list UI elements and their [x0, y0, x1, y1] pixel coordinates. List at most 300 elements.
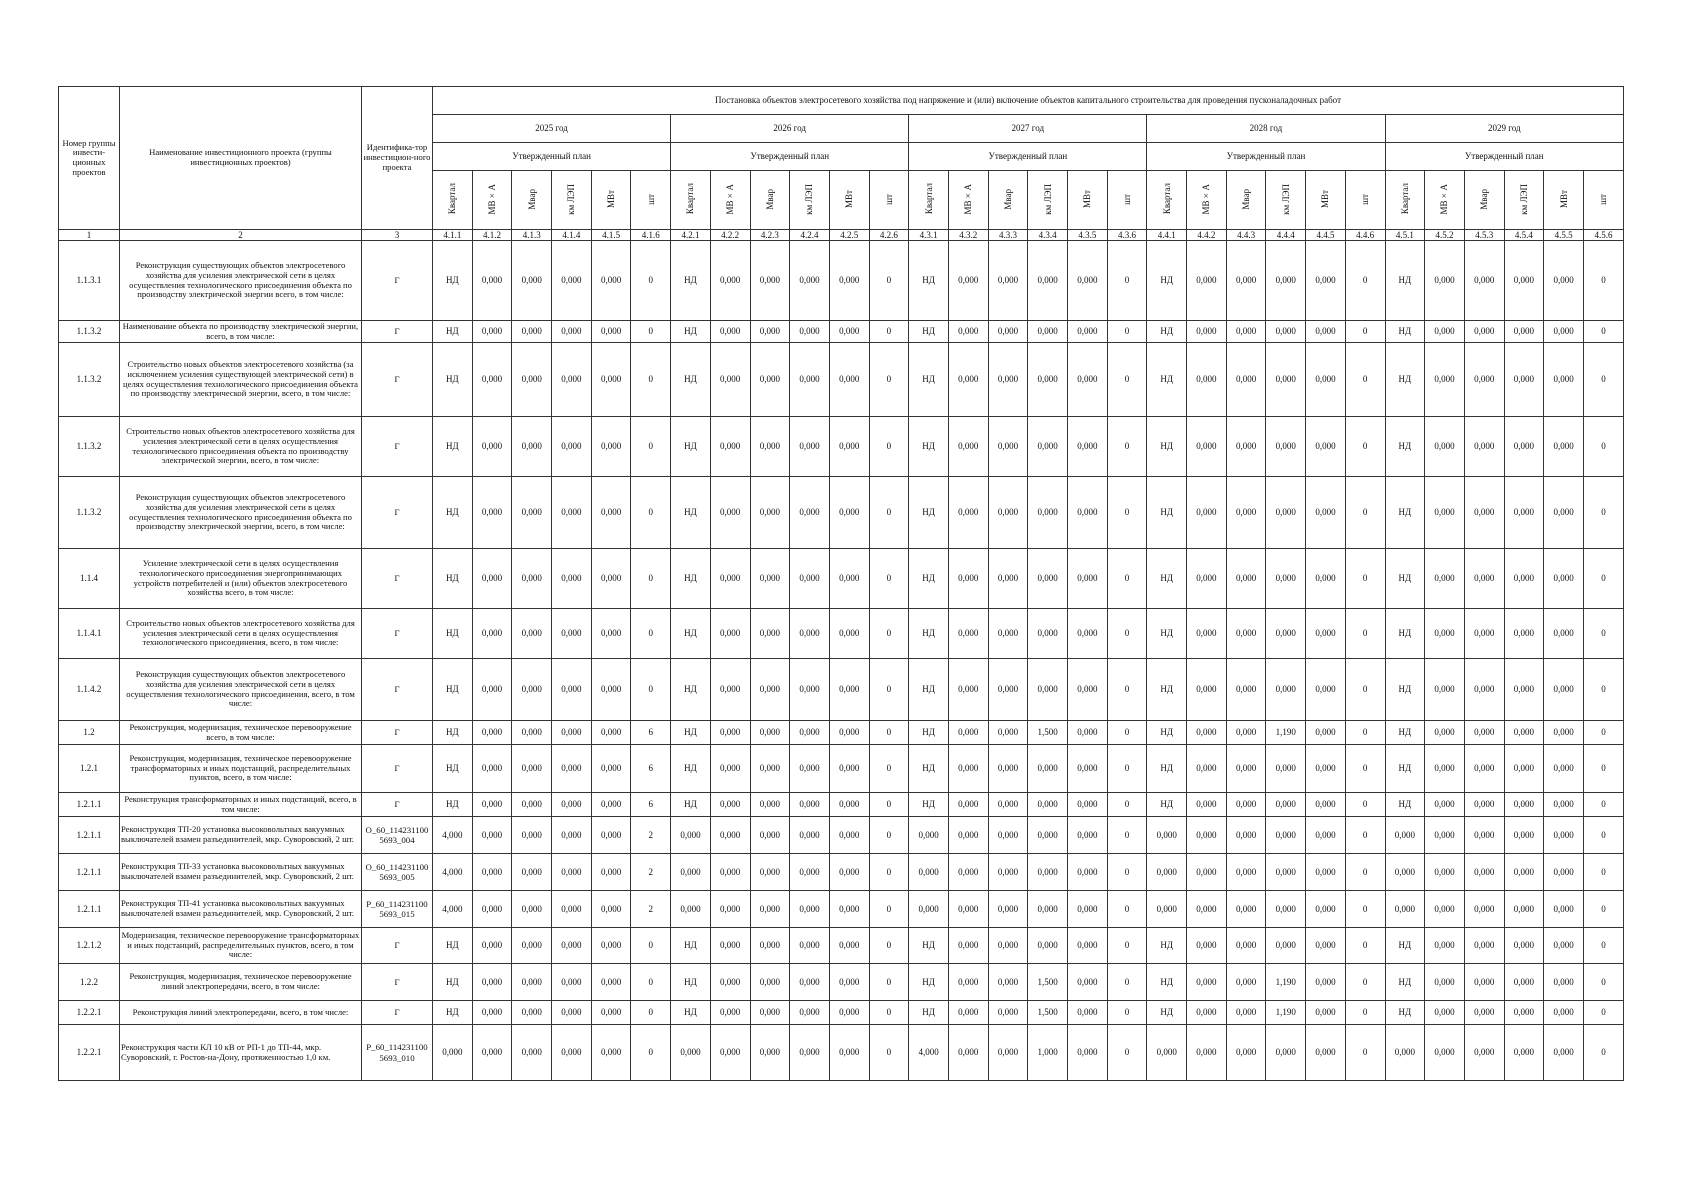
value-cell: НД [671, 793, 711, 817]
value-cell: 0,000 [790, 1001, 830, 1025]
column-index: 4.3.6 [1107, 230, 1147, 241]
value-cell: 0 [1345, 854, 1385, 891]
column-index: 4.5.1 [1385, 230, 1425, 241]
value-cell: 0,000 [472, 417, 512, 477]
value-cell: 0,000 [1068, 549, 1108, 609]
value-cell: 0,000 [1464, 241, 1504, 321]
value-cell: 0,000 [829, 343, 869, 417]
project-name: Реконструкция части КЛ 10 кВ от РП-1 до ТП-44, мкр. Суворовский, г. Ростов-на-Дону, протяженностью 1,0 км. [120, 1025, 362, 1081]
value-cell: 0,000 [1187, 241, 1227, 321]
unit-label: Мвар [764, 188, 775, 210]
value-cell: 0,000 [472, 964, 512, 1001]
value-cell: 0 [1583, 854, 1623, 891]
unit-header [1425, 171, 1465, 230]
unit-label: Мвар [1479, 188, 1490, 210]
value-cell: НД [909, 549, 949, 609]
value-cell: 0 [1107, 609, 1147, 659]
value-cell: НД [1385, 964, 1425, 1001]
value-cell: 0,000 [591, 928, 631, 964]
value-cell: 0 [1345, 817, 1385, 854]
value-cell: 0,000 [1306, 417, 1346, 477]
year-header: 2027 год [909, 115, 1147, 143]
column-index: 4.5.4 [1504, 230, 1544, 241]
unit-header [591, 171, 631, 230]
unit-label: шт [1598, 193, 1609, 205]
value-cell: 0,000 [829, 1001, 869, 1025]
value-cell: 0,000 [472, 1001, 512, 1025]
value-cell: 0,000 [591, 793, 631, 817]
value-cell: 0,000 [948, 343, 988, 417]
value-cell: 0,000 [1425, 549, 1465, 609]
unit-label: Мвар [1241, 188, 1252, 210]
value-cell: 0,000 [988, 891, 1028, 928]
plan-header: Утвержденный план [433, 143, 671, 171]
value-cell: 0 [1583, 609, 1623, 659]
column-index: 4.5.2 [1425, 230, 1465, 241]
value-cell: 0,000 [1266, 854, 1306, 891]
value-cell: 0 [869, 1001, 909, 1025]
value-cell: 0,000 [1504, 343, 1544, 417]
value-cell: 0,000 [1068, 417, 1108, 477]
value-cell: 0,000 [1028, 477, 1068, 549]
value-cell: 0,000 [988, 549, 1028, 609]
value-cell: 0,000 [1385, 854, 1425, 891]
value-cell: НД [1385, 241, 1425, 321]
value-cell: 0,000 [472, 609, 512, 659]
value-cell: НД [671, 721, 711, 745]
value-cell: 0,000 [552, 891, 592, 928]
value-cell: 0,000 [948, 964, 988, 1001]
value-cell: 0,000 [948, 659, 988, 721]
value-cell: 0,000 [948, 745, 988, 793]
value-cell: НД [433, 343, 473, 417]
value-cell: 0,000 [472, 891, 512, 928]
value-cell: 0,000 [829, 659, 869, 721]
table-row [59, 793, 1624, 817]
project-name: Модернизация, техническое перевооружение трансформаторных и иных подстанций, распределительных пунктов, всего, в том числе: [120, 928, 362, 964]
value-cell: 0,000 [472, 659, 512, 721]
value-cell: 0,000 [710, 817, 750, 854]
unit-label: Квартал [447, 183, 458, 215]
value-cell: 0,000 [1226, 891, 1266, 928]
value-cell: 0,000 [790, 549, 830, 609]
value-cell: 0,000 [1504, 817, 1544, 854]
value-cell: 0,000 [750, 321, 790, 343]
value-cell: 0,000 [1266, 241, 1306, 321]
value-cell: НД [1385, 1001, 1425, 1025]
column-index: 4.4.2 [1187, 230, 1227, 241]
column-index: 1 [59, 230, 120, 241]
header-main-title: Постановка объектов электросетевого хозяйства под напряжение и (или) включение объектов капитального строительства для проведения пусконаладочных работ [433, 87, 1624, 115]
value-cell: 0,000 [1028, 854, 1068, 891]
value-cell: 0,000 [512, 609, 552, 659]
value-cell: 0,000 [512, 549, 552, 609]
value-cell: 0,000 [829, 321, 869, 343]
value-cell: 1,190 [1266, 721, 1306, 745]
value-cell: 0,000 [710, 721, 750, 745]
value-cell: 0,000 [1226, 1001, 1266, 1025]
unit-header [1107, 171, 1147, 230]
value-cell: 0,000 [790, 477, 830, 549]
value-cell: 0,000 [1226, 477, 1266, 549]
value-cell: 0,000 [829, 549, 869, 609]
value-cell: 1,500 [1028, 964, 1068, 1001]
value-cell: 0,000 [1226, 609, 1266, 659]
value-cell: 0,000 [988, 609, 1028, 659]
value-cell: 0,000 [750, 745, 790, 793]
value-cell: 0,000 [1068, 1025, 1108, 1081]
project-name: Реконструкция линий электропередачи, всего, в том числе: [120, 1001, 362, 1025]
column-index: 4.1.4 [552, 230, 592, 241]
value-cell: 0,000 [1544, 721, 1584, 745]
value-cell: 0,000 [948, 793, 988, 817]
value-cell: 0 [1583, 964, 1623, 1001]
value-cell: НД [671, 477, 711, 549]
value-cell: 0,000 [1544, 417, 1584, 477]
value-cell: 0,000 [1425, 928, 1465, 964]
value-cell: 0,000 [829, 1025, 869, 1081]
project-name: Строительство новых объектов электросетевого хозяйства для усиления электрической сети в целях осуществления технологического присоединения объекта по производству электрической энергии, всего, в том числе: [120, 417, 362, 477]
project-name: Реконструкция, модернизация, техническое перевооружение трансформаторных и иных подстанций, распределительных пунктов, всего, в том числе: [120, 745, 362, 793]
value-cell: 0,000 [1226, 343, 1266, 417]
value-cell: 0,000 [1147, 1025, 1187, 1081]
value-cell: 0,000 [512, 891, 552, 928]
project-identifier: Г [362, 417, 433, 477]
unit-header [433, 171, 473, 230]
project-identifier: О_60_1142311005693_005 [362, 854, 433, 891]
project-name: Реконструкция существующих объектов электросетевого хозяйства для усиления электрической сети в целях осуществления технологического присоединения объекта по производству электрической энергии, всего, в том числе: [120, 477, 362, 549]
value-cell: 0,000 [591, 321, 631, 343]
unit-header [1583, 171, 1623, 230]
value-cell: НД [1385, 417, 1425, 477]
value-cell: 0,000 [948, 241, 988, 321]
unit-label: шт [1121, 193, 1132, 205]
value-cell: 0,000 [1187, 891, 1227, 928]
value-cell: 0,000 [552, 964, 592, 1001]
value-cell: 0,000 [512, 417, 552, 477]
value-cell: 0 [869, 721, 909, 745]
value-cell: 0 [1107, 793, 1147, 817]
value-cell: 0,000 [1306, 477, 1346, 549]
value-cell: 0,000 [1544, 854, 1584, 891]
value-cell: 2 [631, 854, 671, 891]
value-cell: 0,000 [1306, 1025, 1346, 1081]
project-identifier: Г [362, 343, 433, 417]
value-cell: 0 [1345, 891, 1385, 928]
project-identifier: Г [362, 793, 433, 817]
value-cell: НД [1385, 343, 1425, 417]
project-identifier: Г [362, 721, 433, 745]
project-identifier: Г [362, 321, 433, 343]
value-cell: 0,000 [710, 793, 750, 817]
value-cell: 0,000 [1504, 321, 1544, 343]
value-cell: 0,000 [829, 793, 869, 817]
unit-label: шт [883, 193, 894, 205]
value-cell: 0,000 [710, 659, 750, 721]
value-cell: 0 [631, 343, 671, 417]
plan-header: Утвержденный план [671, 143, 909, 171]
unit-label: МВт [844, 189, 855, 208]
value-cell: 0,000 [948, 417, 988, 477]
value-cell: 0,000 [1544, 549, 1584, 609]
value-cell: 0,000 [512, 477, 552, 549]
value-cell: 0,000 [1068, 964, 1108, 1001]
value-cell: НД [1385, 928, 1425, 964]
column-index: 4.4.5 [1306, 230, 1346, 241]
value-cell: 0 [1107, 321, 1147, 343]
column-index: 4.2.2 [710, 230, 750, 241]
value-cell: 0,000 [1504, 1001, 1544, 1025]
value-cell: 0,000 [948, 854, 988, 891]
unit-header [1028, 171, 1068, 230]
value-cell: 0 [869, 793, 909, 817]
value-cell: 0,000 [1068, 928, 1108, 964]
value-cell: 0,000 [1266, 417, 1306, 477]
header-identifier: Идентифика-тор инвестицион-ного проекта [362, 87, 433, 230]
row-number: 1.2.1.1 [59, 817, 120, 854]
row-number: 1.1.3.2 [59, 477, 120, 549]
value-cell: 0,000 [1028, 609, 1068, 659]
table-row [59, 1025, 1624, 1081]
value-cell: 0 [869, 477, 909, 549]
column-index: 4.2.1 [671, 230, 711, 241]
value-cell: 0,000 [1306, 745, 1346, 793]
value-cell: 0,000 [1147, 854, 1187, 891]
value-cell: 0,000 [1028, 659, 1068, 721]
value-cell: 0,000 [1187, 928, 1227, 964]
value-cell: 0 [631, 1025, 671, 1081]
value-cell: 0,000 [1464, 721, 1504, 745]
project-identifier: Р_60_1142311005693_015 [362, 891, 433, 928]
value-cell: НД [1385, 659, 1425, 721]
value-cell: 0 [869, 964, 909, 1001]
value-cell: 0,000 [512, 928, 552, 964]
value-cell: 0,000 [591, 1025, 631, 1081]
unit-header [1068, 171, 1108, 230]
value-cell: 0,000 [988, 854, 1028, 891]
value-cell: НД [909, 321, 949, 343]
value-cell: 0,000 [552, 417, 592, 477]
investment-table [58, 86, 1624, 1081]
value-cell: 0,000 [1504, 609, 1544, 659]
value-cell: НД [433, 609, 473, 659]
project-name: Строительство новых объектов электросетевого хозяйства для усиления электрической сети в целях осуществления технологического присоединения, всего, в том числе: [120, 609, 362, 659]
value-cell: НД [433, 1001, 473, 1025]
value-cell: 0 [1583, 745, 1623, 793]
value-cell: НД [1385, 745, 1425, 793]
value-cell: 0,000 [1544, 659, 1584, 721]
row-number: 1.2.1.1 [59, 891, 120, 928]
value-cell: 0,000 [1464, 549, 1504, 609]
value-cell: 0,000 [472, 321, 512, 343]
project-name: Реконструкция ТП-33 установка высоковольтных вакуумных выключателей взамен разъединителей, мкр. Суворовский, 2 шт. [120, 854, 362, 891]
value-cell: 0,000 [1306, 659, 1346, 721]
value-cell: 0 [869, 549, 909, 609]
value-cell: 0 [1107, 549, 1147, 609]
value-cell: 0,000 [1544, 745, 1584, 793]
unit-header [1544, 171, 1584, 230]
value-cell: 0,000 [829, 477, 869, 549]
value-cell: 0,000 [1187, 721, 1227, 745]
value-cell: НД [433, 928, 473, 964]
value-cell: 0,000 [988, 964, 1028, 1001]
value-cell: 0,000 [512, 1025, 552, 1081]
value-cell: 0,000 [1187, 1025, 1227, 1081]
value-cell: НД [433, 659, 473, 721]
value-cell: 0,000 [1187, 817, 1227, 854]
unit-header [1345, 171, 1385, 230]
project-name: Реконструкция ТП-20 установка высоковольтных вакуумных выключателей взамен разъединителей, мкр. Суворовский, 2 шт. [120, 817, 362, 854]
unit-header [829, 171, 869, 230]
row-number: 1.1.4 [59, 549, 120, 609]
table-row [59, 477, 1624, 549]
row-number: 1.2.1.1 [59, 793, 120, 817]
value-cell: НД [1385, 721, 1425, 745]
table-row [59, 854, 1624, 891]
column-index: 4.3.4 [1028, 230, 1068, 241]
value-cell: НД [1147, 321, 1187, 343]
value-cell: 0,000 [948, 817, 988, 854]
value-cell: 0,000 [1068, 477, 1108, 549]
value-cell: 0,000 [1187, 549, 1227, 609]
column-index: 4.3.5 [1068, 230, 1108, 241]
unit-header [1266, 171, 1306, 230]
value-cell: 0,000 [829, 721, 869, 745]
value-cell: НД [1147, 609, 1187, 659]
value-cell: 0,000 [1266, 793, 1306, 817]
value-cell: 0,000 [710, 854, 750, 891]
value-cell: 0,000 [1068, 854, 1108, 891]
value-cell: 0 [1107, 1001, 1147, 1025]
value-cell: 0 [1345, 1001, 1385, 1025]
value-cell: 0,000 [1425, 721, 1465, 745]
value-cell: 0 [1583, 321, 1623, 343]
project-identifier: Г [362, 609, 433, 659]
value-cell: НД [909, 721, 949, 745]
value-cell: 0,000 [512, 241, 552, 321]
value-cell: 0 [1107, 817, 1147, 854]
table-row [59, 964, 1624, 1001]
value-cell: НД [671, 343, 711, 417]
value-cell: 0,000 [1425, 964, 1465, 1001]
unit-label: МВт [1320, 189, 1331, 208]
value-cell: НД [433, 549, 473, 609]
value-cell: НД [671, 241, 711, 321]
value-cell: 0 [1583, 549, 1623, 609]
value-cell: 0,000 [829, 891, 869, 928]
value-cell: 0,000 [750, 1025, 790, 1081]
value-cell: 0,000 [1504, 659, 1544, 721]
value-cell: 0 [1583, 928, 1623, 964]
value-cell: 0,000 [948, 891, 988, 928]
value-cell: 0 [631, 1001, 671, 1025]
column-index: 4.2.3 [750, 230, 790, 241]
value-cell: НД [1147, 659, 1187, 721]
value-cell: 0,000 [1306, 854, 1346, 891]
column-index: 4.1.5 [591, 230, 631, 241]
value-cell: 0,000 [1187, 609, 1227, 659]
unit-label: Квартал [1161, 183, 1172, 215]
value-cell: 0,000 [1068, 609, 1108, 659]
value-cell: 0,000 [1226, 721, 1266, 745]
table-row [59, 241, 1624, 321]
unit-header [750, 171, 790, 230]
value-cell: НД [1385, 321, 1425, 343]
value-cell: 0,000 [552, 854, 592, 891]
row-number: 1.2.2 [59, 964, 120, 1001]
value-cell: 0,000 [552, 817, 592, 854]
value-cell: 0,000 [512, 964, 552, 1001]
column-index: 4.5.6 [1583, 230, 1623, 241]
value-cell: 0,000 [1068, 321, 1108, 343]
value-cell: 0,000 [710, 417, 750, 477]
value-cell: 0 [1345, 745, 1385, 793]
value-cell: 0,000 [750, 817, 790, 854]
unit-header [1385, 171, 1425, 230]
unit-header [472, 171, 512, 230]
project-name: Реконструкция существующих объектов электросетевого хозяйства для усиления электрической сети в целях осуществления технологического присоединения объекта по производству электрической энергии всего, в том числе: [120, 241, 362, 321]
value-cell: 0,000 [1464, 477, 1504, 549]
value-cell: 0,000 [790, 745, 830, 793]
column-index: 4.1.6 [631, 230, 671, 241]
value-cell: 0,000 [591, 241, 631, 321]
value-cell: 0 [1107, 343, 1147, 417]
value-cell: 0,000 [1504, 793, 1544, 817]
value-cell: 0 [1583, 721, 1623, 745]
unit-label: шт [1360, 193, 1371, 205]
value-cell: 0,000 [1068, 721, 1108, 745]
value-cell: 4,000 [433, 817, 473, 854]
value-cell: 0 [631, 609, 671, 659]
unit-header [1464, 171, 1504, 230]
value-cell: 0,000 [591, 659, 631, 721]
value-cell: 0,000 [988, 417, 1028, 477]
value-cell: НД [1147, 721, 1187, 745]
value-cell: 0,000 [512, 854, 552, 891]
value-cell: НД [671, 964, 711, 1001]
value-cell: 0,000 [988, 928, 1028, 964]
value-cell: 0,000 [1544, 477, 1584, 549]
value-cell: 0,000 [552, 477, 592, 549]
unit-label: МВ×А [486, 183, 497, 215]
value-cell: 0,000 [472, 549, 512, 609]
value-cell: 0,000 [1385, 1025, 1425, 1081]
column-index: 3 [362, 230, 433, 241]
value-cell: 0,000 [1068, 891, 1108, 928]
value-cell: 0,000 [1425, 793, 1465, 817]
row-number: 1.1.3.2 [59, 343, 120, 417]
value-cell: 0,000 [472, 721, 512, 745]
value-cell: 0,000 [988, 1025, 1028, 1081]
value-cell: 0,000 [1464, 891, 1504, 928]
value-cell: 0,000 [1068, 817, 1108, 854]
value-cell: 0,000 [1266, 891, 1306, 928]
value-cell: 0,000 [1504, 241, 1544, 321]
value-cell: 0,000 [710, 609, 750, 659]
value-cell: 0,000 [790, 854, 830, 891]
value-cell: 0,000 [1306, 609, 1346, 659]
value-cell: 0 [1583, 417, 1623, 477]
value-cell: 0,000 [1068, 1001, 1108, 1025]
value-cell: 0,000 [472, 745, 512, 793]
column-index: 4.1.1 [433, 230, 473, 241]
table-row [59, 659, 1624, 721]
value-cell: 0 [869, 1025, 909, 1081]
value-cell: 6 [631, 721, 671, 745]
value-cell: 0 [1583, 793, 1623, 817]
value-cell: 0,000 [1068, 793, 1108, 817]
value-cell: 0,000 [512, 817, 552, 854]
